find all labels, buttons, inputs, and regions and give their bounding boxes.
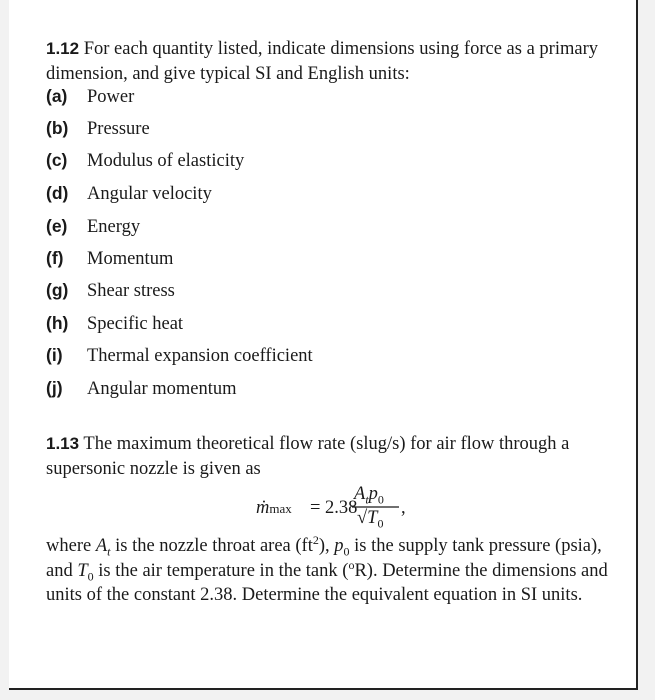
item-label: (j) [46,378,63,398]
item-text: Angular velocity [87,184,212,204]
item-text: Thermal expansion coefficient [87,346,313,366]
problem-1-13-intro [46,431,616,482]
item-text: Momentum [87,249,174,269]
equation-lhs: ṁmax [256,498,292,518]
item-text: Specific heat [87,314,184,334]
item-label: (f) [46,248,64,268]
item-text: Energy [87,217,141,237]
flow-rate-equation [0,484,655,532]
list-item [46,183,212,213]
item-text: Pressure [87,119,150,139]
equation-constant: = 2.38 [310,498,358,518]
list-item [46,280,175,310]
list-item [46,313,183,343]
item-text: Modulus of elasticity [87,151,245,171]
item-label: (b) [46,118,69,138]
list-item [46,378,237,408]
item-label: (h) [46,313,69,333]
item-text: Angular momentum [87,379,237,399]
problem-1-13-body: where $A_t$ is the nozzle throat area $(ft^2)$, $p_0$ is the supply tank pressure (psia), and $T_0$ is the air temperature in the tank ($^o$R). Determine the dimensions and units of the constant 2.38. Determine the equivalent equation in SI units. [46,532,608,605]
item-label: (c) [46,150,68,170]
equation-comma: , [401,498,406,518]
problem-number: 1.13 [46,434,80,453]
problem-text: The maximum theoretical flow rate (slug/s) for air flow through a supersonic nozzle is given as [46,434,570,479]
equation-numerator: $A_tp_0$ [354,484,384,507]
problem-text: For each quantity listed, indicate dimensions using force as a primary dimension, and give typical SI and English units: [46,39,598,84]
item-label: (d) [46,183,69,203]
list-item [46,86,134,116]
equation-denominator: $√T_0$ [357,508,384,531]
item-text: Power [87,87,135,107]
item-label: (e) [46,216,68,236]
list-item [46,345,313,375]
item-label: (a) [46,86,68,106]
problem-number: 1.12 [46,39,80,58]
list-item [46,150,244,180]
item-label: (g) [46,280,69,300]
problem-1-12-prompt [46,36,616,87]
item-label: (i) [46,345,63,365]
item-text: Shear stress [87,281,175,301]
list-item [46,216,140,246]
list-item [46,248,173,278]
list-item [46,118,150,148]
